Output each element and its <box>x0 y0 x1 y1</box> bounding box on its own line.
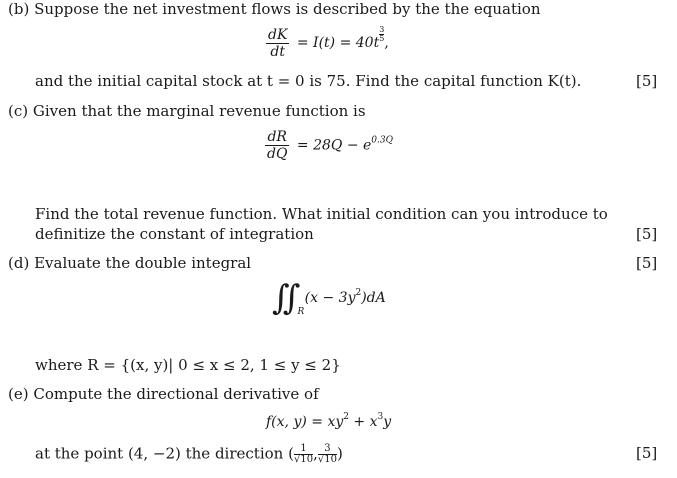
part-e-marks: [5] <box>636 444 658 462</box>
direction-component-1 <box>294 444 313 465</box>
function-part-a: f(x, y) = xy <box>266 414 344 430</box>
exponent-denominator: 5 <box>379 34 385 43</box>
part-e-equation <box>266 414 391 430</box>
component-2-numerator: 3 <box>318 444 337 455</box>
part-d-text: Evaluate the double integral <box>34 254 252 272</box>
part-c-heading <box>8 102 366 120</box>
fraction-denominator: dt <box>270 43 285 60</box>
part-c-equation <box>262 129 393 162</box>
fraction-numerator: dK <box>268 26 288 43</box>
part-d-where: where R = {(x, y)| 0 ≤ x ≤ 2, 1 ≤ y ≤ 2} <box>35 356 341 374</box>
direction-component-2 <box>318 444 337 465</box>
part-b-text: Suppose the net investment flows is described by the the equation <box>34 0 541 18</box>
part-b-marks: [5] <box>636 72 658 90</box>
equation-comma: , <box>384 35 389 51</box>
function-part-c: y <box>383 414 392 430</box>
part-e-heading <box>8 385 319 403</box>
equation-rhs: = I(t) = 40t <box>296 35 380 51</box>
part-c-label: (c) <box>8 102 29 120</box>
part-d-marks: [5] <box>636 254 658 272</box>
part-e-label: (e) <box>8 385 29 403</box>
part-e-direction-line <box>35 444 343 465</box>
fraction-numerator: dR <box>265 129 289 146</box>
direction-text: at the point (4, −2) the direction ( <box>35 444 294 463</box>
integrand-exponent: 2 <box>355 288 362 298</box>
component-1-numerator: 1 <box>294 444 313 455</box>
part-c-line3: definitize the constant of integration <box>35 225 314 243</box>
integrand-part-a: (x − 3y <box>304 290 356 306</box>
direction-separator: , <box>313 444 318 463</box>
equation-rhs: = 28Q − e <box>296 137 372 154</box>
dk-dt-fraction <box>266 27 289 60</box>
part-d-label: (d) <box>8 254 30 272</box>
double-integral-sign: ∫∫ <box>272 278 294 318</box>
function-exponent-1: 2 <box>343 412 349 422</box>
fraction-denominator: dQ <box>267 146 288 162</box>
part-d-integral <box>272 278 386 318</box>
part-c-text: Given that the marginal revenue function is <box>32 102 366 120</box>
part-b-heading <box>8 0 540 18</box>
function-part-b: + x <box>348 414 378 430</box>
part-b-line2: and the initial capital stock at t = 0 is 75. Find the capital function K(t). <box>35 72 582 90</box>
part-e-text: Compute the directional derivative of <box>33 385 319 403</box>
integral-region-subscript: R <box>297 307 305 317</box>
component-2-denominator: √10 <box>317 454 337 465</box>
component-1-denominator: √10 <box>293 454 314 465</box>
part-b-label: (b) <box>8 0 30 18</box>
part-c-marks: [5] <box>636 225 658 243</box>
exponent-numerator: 3 <box>379 25 385 34</box>
part-b-equation <box>263 26 389 60</box>
part-d-heading <box>8 254 251 272</box>
exponent: 0.3Q <box>371 135 393 146</box>
function-exponent-2: 3 <box>377 412 384 422</box>
part-c-line2: Find the total revenue function. What initial condition can you introduce to <box>35 205 608 223</box>
direction-close: ) <box>336 444 343 463</box>
dr-dq-fraction <box>265 129 289 162</box>
integrand-part-b: )dA <box>361 290 386 306</box>
